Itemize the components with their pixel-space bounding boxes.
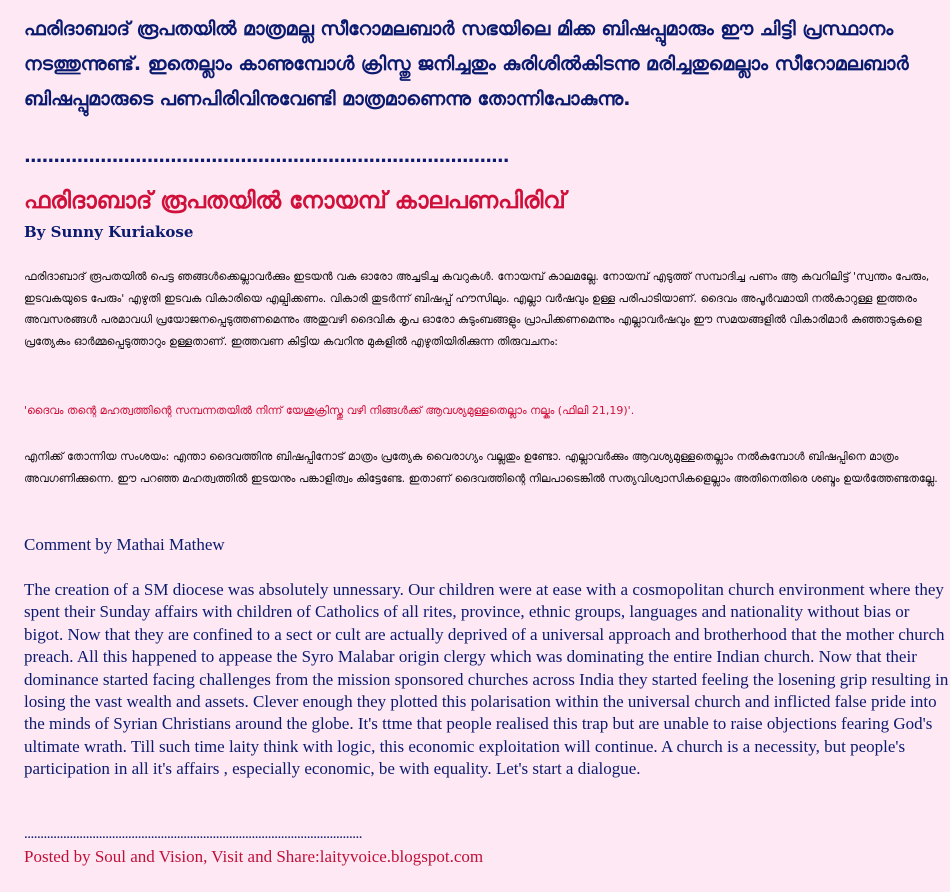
- comment-heading: Comment by Mathai Mathew: [24, 535, 225, 554]
- article-paragraph-2: എനിക്ക് തോന്നിയ സംശയം: എന്താ ദൈവത്തിനു ബിഷപ്പിനോട് മാത്രം പ്രത്യേക വൈരാഗ്യം വല്ലതും ഉണ്ടോ. എല്ലാവർക്കും ആവശ്യമുള്ളതെല്ലാം നൽകുമ്പോൾ ബിഷപ്പിനെ മാത്രം അവഗണിക്കുന്നെ. ഈ പറഞ്ഞ മഹത്വത്തിൽ ഇടയനും പങ്കാളിത്വം കിട്ടേണ്ടേ. ഇതാണ് ദൈവത്തിന്റെ നിലപാടെങ്കിൽ സത്യവിശ്വാസികളെല്ലാം അതിനെതിരെ ശബ്ദം ഉയർത്തേണ്ടതല്ലേ.: [24, 450, 938, 485]
- article-title: ഫരിദാബാദ് രൂപതയിൽ നോയമ്പ് കാലപണപിരിവ്: [24, 188, 566, 214]
- separator-dots-bottom: ........................................................................................................: [24, 826, 362, 842]
- separator-dots-top: ...................................................................................: [24, 146, 509, 167]
- comment-body: The creation of a SM diocese was absolutely unnessary. Our children were at ease with a cosmopolitan church environment where they spent their Sunday affairs with children of Catholics of all rites, province, ethnic groups, languages and nationality without bias or bigot. Now that they are confined to a sect or cult are actually deprived of a universal approach and brotherhood that the mother church preach. All this happened to appease the Syro Malabar origin clergy which was dominating the entire Indian church. Now that their dominance started facing challenges from the mission sponsored churches across India they started feeling the losening grip resulting in losing the vast wealth and assets. Clever enough they plotted this polarisation within the universal church and inflicted false pride into the minds of Syrian Christians around the globe. It's ttme that people realised this trap but are unable to raise objections fearing God's ultimate wrath. Till such time laity think with logic, this economic exploitation will continue. A church is a necessity, but people's participation in all it's affairs , especially economic, be with equality. Let's start a dialogue.: [24, 580, 949, 779]
- scripture-quote: 'ദൈവം തന്റെ മഹത്വത്തിന്റെ സമ്പന്നതയിൽ നിന്ന് യേശുക്രിസ്തു വഴി നിങ്ങൾക്ക് ആവശ്യമുള്ളതെല്ലാം നല്കും (ഫിലി 21,19)'.: [24, 404, 635, 417]
- article-byline: By Sunny Kuriakose: [24, 223, 194, 241]
- footer-posted-by: Posted by Soul and Vision, Visit and Share:laityvoice.blogspot.com: [24, 847, 484, 866]
- article-paragraph-1: ഫരിദാബാദ് രൂപതയിൽ പെട്ട ഞങ്ങൾക്കെല്ലാവർക്കും ഇടയൻ വക ഓരോ അച്ചടിച്ച കവറുകൾ. നോയമ്പ് കാലമല്ലേ. നോയമ്പ് എടുത്ത് സമ്പാദിച്ച പണം ആ കവറിലിട്ട് 'സ്വന്തം പേരും, ഇടവകയുടെ പേരും' എഴുതി ഇടവക വികാരിയെ എല്പിക്കണം. വികാരി തുടർന്ന് ബിഷപ്പ് ഹൗസിലും. എല്ലാ വർഷവും ഉള്ള പരിപാടിയാണ്. ദൈവം അപൂർവമായി നൽകാറുള്ള ഇത്തരം അവസരങ്ങൾ പരമാവധി പ്രയോജനപ്പെടുത്തണമെന്നും അതുവഴി ദൈവിക കൃപ ഓരോ കുടുംബങ്ങളും പ്രാപിക്കണമെന്നും എല്ലാവർഷവും ഈ സമയങ്ങളിൽ വികാരിമാർ കുഞ്ഞാടുകളെ പ്രത്യേകം ഓർമ്മപ്പെടുത്താറും ഉള്ളതാണ്. ഇത്തവണ കിട്ടിയ കവറിനു മുകളിൽ എഴുതിയിരിക്കുന്ന തിരുവചനം:: [24, 270, 930, 348]
- intro-paragraph: ഫരിദാബാദ് രൂപതയിൽ മാത്രമല്ല സീറോമലബാർ സഭയിലെ മിക്ക ബിഷപ്പുമാരും ഈ ചിട്ടി പ്രസ്ഥാനം നടത്തുന്നുണ്ട്. ഇതെല്ലാം കാണുമ്പോൾ ക്രിസ്തു ജനിച്ചതും കുരിശിൽകിടന്നു മരിച്ചതുമെല്ലാം സീറോമലബാർ ബിഷപ്പുമാരുടെ പണപിരിവിനുവേണ്ടി മാത്രമാണെന്നു തോന്നിപോകുന്നു.: [24, 18, 909, 110]
